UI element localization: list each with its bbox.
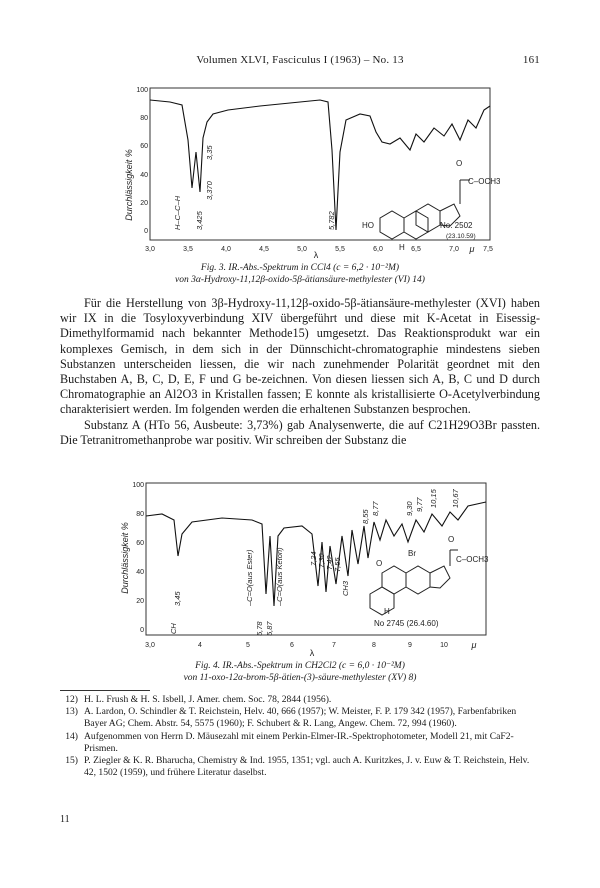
band-label: CH3: [341, 580, 350, 596]
paragraph-1: Für die Herstellung von 3β-Hydroxy-11,12β-oxido-5β-ätiansäure-methylester (XVI) haben wir IX in die Tosyloxyverbindung XIV übergeführt und diese mit K-Acetat in Eisessig-Dimethylformamid nach bekannter Methode15) umgesetzt. Das Reaktionsprodukt war ein komplexes Gemisch, in dem sich in der Dünnschicht-chromatographie mindestens sieben Substanzen unterscheiden liessen, die wir nach zunehmender Polarität geordnet mit den Buchstaben A, B, C, D, E, F und G be-zeichnen. Von diesen liessen sich A, B, C und D durch Chromatographie an Al2O3 in Kristallen fassen; E konnte als kristallisierte O-Acetylverbindung charakterisiert werden. Im folgenden werden die erhaltenen Substanzen besprochen.: [60, 296, 540, 417]
y-axis-label: Durchlässigkeit %: [124, 149, 134, 221]
x-tick: 7,0: [449, 246, 459, 253]
footnote: 12) H. L. Frush & H. S. Isbell, J. Amer. chem. Soc. 78, 2844 (1956).: [65, 694, 332, 705]
x-tick: 10: [440, 642, 448, 649]
peak-label: 3,45: [173, 591, 182, 606]
y-tick: 100: [132, 482, 144, 489]
ester-group: C–OCH3: [468, 177, 500, 186]
peak-label: 9,77: [415, 497, 424, 512]
lambda-symbol: λ: [313, 250, 319, 260]
y-tick: 80: [140, 115, 148, 122]
footnote: 15) P. Ziegler & K. R. Bharucha, Chemistry & Ind. 1955, 1351; vgl. auch A. Kuritzkes, J. v. Euw & T. Reichstein, Helv. 42, 1502 (1959), und frühere Literatur daselbst.: [65, 755, 530, 779]
figure-4-caption: [60, 660, 540, 684]
keto-o: O: [376, 559, 383, 568]
x-tick: 7: [332, 642, 336, 649]
journal-volume: Volumen XLVI, Fasciculus I (1963) – No. 13: [196, 54, 404, 66]
caption-subtitle: von 3α-Hydroxy-11,12β-oxido-5β-ätiansäure-methylester (VI) 14): [175, 275, 425, 285]
caption-title: Fig. 3. IR.-Abs.-Spektrum in CCl4 (c = 6,2 · 10⁻²M): [200, 263, 400, 273]
x-tick: 3,0: [145, 246, 155, 253]
peak-label: 9,30: [405, 501, 414, 516]
bromine-label: Br: [408, 549, 416, 558]
peak-label: 10,67: [451, 489, 460, 508]
ir-spectrum-figure-4: [112, 476, 492, 666]
peak-label: 10,15: [429, 489, 438, 508]
paragraph-2: Substanz A (HTo 56, Ausbeute: 3,73%) gab Analysenwerte, die auf C21H29O3Br passten. Die Tetranitromethanprobe war positiv. Wir schreiben der Substanz die: [60, 417, 540, 447]
x-tick: 6: [290, 642, 294, 649]
footnote-rule: [60, 690, 150, 691]
x-tick: 4,5: [259, 246, 269, 253]
mu-unit: μ: [469, 244, 475, 254]
sample-number: No 2745 (26.4.60): [374, 619, 439, 628]
page-number: 161: [522, 54, 540, 66]
carbonyl-o: O: [448, 535, 455, 544]
caption-subtitle: von 11-oxo-12α-brom-5β-ätien-(3)-säure-methylester (XV) 8): [183, 673, 417, 683]
bond-label: H–C–C–H: [173, 195, 182, 230]
mu-unit: μ: [471, 640, 477, 650]
x-tick: 5,5: [335, 246, 345, 253]
sample-number: No. 2502: [440, 221, 473, 230]
footnote: 14) Aufgenommen von Herrn D. Mäusezahl mit einem Perkin-Elmer-IR.-Spektrophotometer, Modell 21, mit CaF2-Prismen.: [65, 730, 514, 754]
y-tick: 20: [136, 598, 144, 605]
ester-group: C–OCH3: [456, 555, 489, 564]
y-tick: 20: [140, 200, 148, 207]
hydroxy-group: HO: [362, 221, 374, 230]
peak-label: 8,77: [371, 501, 380, 516]
y-tick: 0: [140, 627, 144, 634]
peak-label: 7,55: [333, 557, 342, 572]
y-tick: 0: [144, 228, 148, 235]
x-tick: 3,0: [145, 642, 155, 649]
x-tick: 6,5: [411, 246, 421, 253]
x-tick: 9: [408, 642, 412, 649]
h-label: H: [384, 607, 390, 616]
steroid-structure: [380, 180, 470, 239]
peak-label: 5,78: [255, 621, 264, 636]
peak-label: 5,782: [327, 211, 336, 230]
band-label: –C=O(aus Ester): [245, 549, 254, 606]
y-axis-label: Durchlässigkeit %: [120, 522, 130, 594]
footnotes: [54, 694, 540, 779]
x-tick: 4: [198, 642, 202, 649]
y-tick: 100: [136, 87, 148, 94]
signature-mark: 11: [60, 814, 70, 825]
lambda-symbol: λ: [309, 648, 315, 658]
peak-label: 3,35: [205, 145, 214, 160]
body-text: [60, 296, 540, 448]
y-tick: 60: [140, 143, 148, 150]
steroid-structure: [370, 550, 458, 615]
x-tick: 7,5: [483, 246, 493, 253]
x-tick: 8: [372, 642, 376, 649]
peak-label: 3,425: [195, 211, 204, 230]
x-tick: 5,0: [297, 246, 307, 253]
x-tick: 3,5: [183, 246, 193, 253]
y-tick: 80: [136, 511, 144, 518]
caption-title: Fig. 4. IR.-Abs.-Spektrum in CH2Cl2 (c = 6,0 · 10⁻²M): [195, 661, 405, 671]
y-tick: 40: [136, 569, 144, 576]
y-tick: 60: [136, 540, 144, 547]
peak-label: 7,42: [325, 555, 334, 570]
band-label: –C=O(aus Keton): [275, 547, 284, 606]
y-tick: 40: [140, 172, 148, 179]
peak-label: 3,370: [205, 181, 214, 200]
peak-label: 7,30: [317, 553, 326, 568]
x-tick: 6,0: [373, 246, 383, 253]
figure-3-caption: [60, 262, 540, 286]
band-label: CH: [169, 623, 178, 634]
x-tick: 5: [246, 642, 250, 649]
peak-label: 8,55: [361, 509, 370, 524]
h-label: H: [399, 243, 405, 252]
x-tick: 4,0: [221, 246, 231, 253]
ir-spectrum-figure-3: [110, 80, 500, 280]
carbonyl-o: O: [456, 159, 463, 168]
sample-date: (23.10.59): [446, 233, 476, 240]
peak-label: 7,24: [309, 551, 318, 566]
peak-label: 5,87: [265, 621, 274, 636]
footnote: 13) A. Lardon, O. Schindler & T. Reichstein, Helv. 40, 666 (1957); W. Meister, F. P. 179 342 (1957), Farbenfabriken Bayer AG; Chem. Abstr. 54, 5575 (1960); F. Schubert & R. Lang, Angew. Chem. 72, 994 (1960).: [65, 706, 517, 730]
